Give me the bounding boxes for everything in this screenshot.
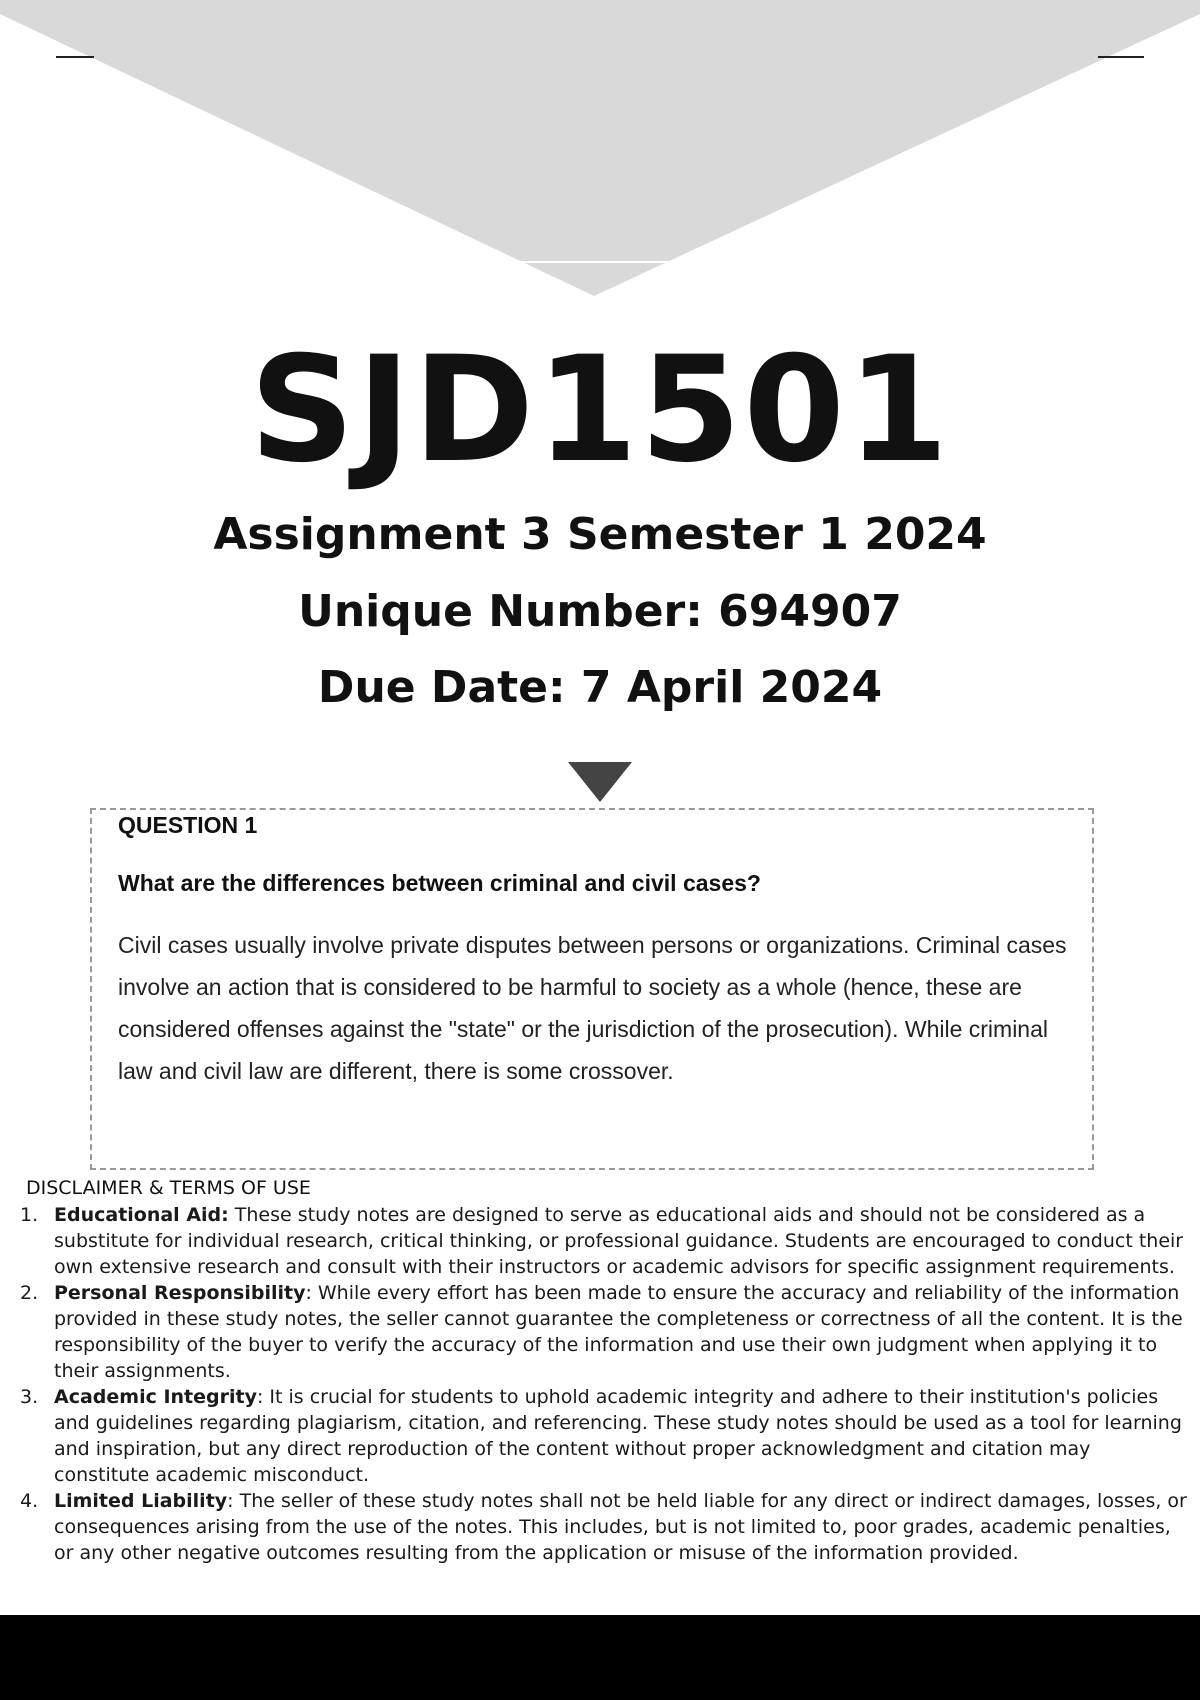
- terms-list: [20, 1202, 1190, 1566]
- term-number: 3.: [20, 1386, 39, 1408]
- term-item-academic-integrity: [20, 1384, 1190, 1488]
- term-number: 4.: [20, 1490, 39, 1512]
- term-title: Educational Aid:: [54, 1204, 229, 1226]
- assignment-subtitle: Assignment 3 Semester 1 2024: [213, 509, 987, 560]
- term-text: : It is crucial for students to uphold academic integrity and adhere to their institution's policies and guidelines regarding plagiarism, citation, and referencing. These study notes should be used as a tool for learning and inspiration, but any direct reproduction of the content without proper acknowledgment and citation may constitute academic misconduct.: [54, 1386, 1182, 1486]
- term-number: 1.: [20, 1204, 39, 1226]
- question-answer: Civil cases usually involve private disputes between persons or organizations. Criminal cases involve an action that is considered to be harmful to society as a whole (hence, these are considered offenses against the "state" or the jurisdiction of the prosecution). While criminal law and civil law are different, there is some crossover.: [118, 932, 1067, 1084]
- corner-rule-left: [56, 56, 94, 58]
- question-box: [90, 808, 1094, 1170]
- term-text: These study notes are designed to serve as educational aids and should not be considered as a substitute for individual research, critical thinking, or professional guidance. Students are encouraged to conduct their own extensive research and consult with their instructors or academic advisors for specific assignment requirements.: [54, 1204, 1184, 1278]
- term-title: Academic Integrity: [54, 1386, 257, 1408]
- question-heading: QUESTION 1: [118, 812, 258, 838]
- disclaimer-section: [20, 1176, 1190, 1566]
- term-text: : The seller of these study notes shall not be held liable for any direct or indirect damages, losses, or consequences arising from the use of the notes. This includes, but is not limited to, poor grades, academic penalties, or any other negative outcomes resulting from the application or misuse of the information provided.: [54, 1490, 1187, 1564]
- term-item-personal-responsibility: [20, 1280, 1190, 1384]
- term-item-limited-liability: [20, 1488, 1190, 1566]
- unique-number: Unique Number: 694907: [298, 586, 902, 637]
- down-arrow-icon: [568, 762, 632, 802]
- disclaimer-title: DISCLAIMER & TERMS OF USE: [26, 1177, 311, 1199]
- header-banner: [0, 0, 1200, 300]
- term-text: : While every effort has been made to ensure the accuracy and reliability of the information provided in these study notes, the seller cannot guarantee the completeness or correctness of all the content. It is the responsibility of the buyer to verify the accuracy of the information and use their own judgment when applying it to their assignments.: [54, 1282, 1183, 1382]
- corner-rule-right: [1098, 56, 1144, 58]
- term-number: 2.: [20, 1282, 39, 1304]
- term-title: Personal Responsibility: [54, 1282, 306, 1304]
- question-text: What are the differences between criminal and civil cases?: [118, 870, 761, 896]
- course-code-title: SJD1501: [249, 325, 951, 495]
- term-item-educational-aid: [20, 1202, 1190, 1280]
- footer-bar: [0, 1615, 1200, 1700]
- banner-chevron: [0, 0, 1200, 296]
- due-date: Due Date: 7 April 2024: [317, 662, 883, 713]
- term-title: Limited Liability: [54, 1490, 228, 1512]
